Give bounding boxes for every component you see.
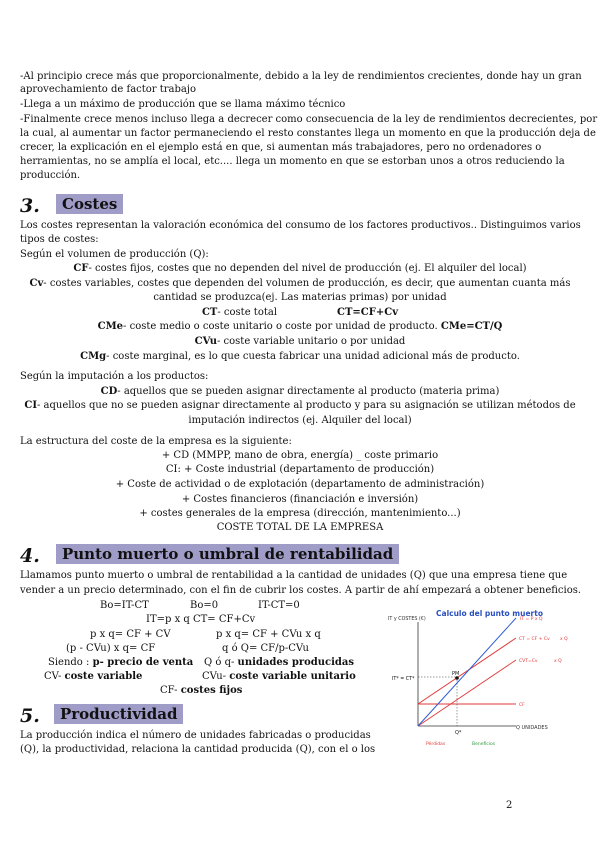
formula-pxq-cv: p x q= CF + CV <box>90 629 171 640</box>
formula-p-cvu: (p - CVu) x q= CF <box>66 643 156 654</box>
it-line <box>418 618 516 726</box>
itct-label: IT* = CT* <box>392 677 415 682</box>
xq-label-2: x Q <box>554 659 562 664</box>
formula-q: q ó Q= CF/p-CVu <box>222 643 309 654</box>
section-5-title: Productividad <box>54 704 183 724</box>
intro-line-4: -Finalmente crece menos incluso llega a decrecer como consecuencia de la ley de rendimientos decrecientes, por <box>20 114 598 125</box>
estructura-line-2: CI: + Coste industrial (departamento de producción) <box>165 464 435 475</box>
ci-definition: CI- aquellos que no se pueden asignar directamente al producto y para su asignación se utilizan métodos de <box>24 400 576 411</box>
formula-it-ct: IT=p x q CT= CF+Cv <box>146 614 256 625</box>
formula-pxq-cvu: p x q= CF + CVu x q <box>216 629 321 640</box>
productividad-line-2: (Q), la productividad, relaciona la cantidad producida (Q), con el o los <box>20 744 376 755</box>
ct-definition: CT- coste total CT=CF+Cv <box>201 307 399 318</box>
intro-line-6: crecer, la explicación en el ejemplo está en que, si aumentan más trabajadores, pero no ordenadores o <box>20 142 542 153</box>
xq-label-1: x Q <box>560 637 568 642</box>
cvu-definition-pm: CVu- coste variable unitario <box>202 671 356 682</box>
section-4-title: Punto muerto o umbral de rentabilidad <box>56 544 399 564</box>
it-label: IT = P x Q <box>520 617 543 622</box>
costes-intro-1: Los costes representan la valoración económica del consumo de los factores productivos.. Distinguimos varios <box>20 220 581 231</box>
cv-definition-cont: cantidad se produzca(ej. Las materias primas) por unidad <box>153 292 447 303</box>
intro-line-2: aprovechamiento de factor trabajo <box>20 84 196 95</box>
imputacion-intro: Según la imputación a los productos: <box>20 371 209 382</box>
cvt-line <box>418 660 516 726</box>
cv-definition: Cv- costes variables, costes que dependen del volumen de producción, es decir, que aumentan cuanta más <box>29 278 571 289</box>
siendo-line: Siendo : p- precio de venta <box>48 657 194 668</box>
intro-line-8: producción. <box>20 170 81 181</box>
formula-it-ct-zero: IT-CT=0 <box>258 600 300 611</box>
pm-label: PM <box>452 671 460 677</box>
ci-definition-cont: imputación indirectos (ej. Alquiler del local) <box>188 415 412 426</box>
productividad-line-1: La producción indica el número de unidades fabricadas o producidas <box>20 730 371 741</box>
estructura-line-1: + CD (MMPP, mano de obra, energía) _ coste primario <box>161 450 439 461</box>
punto-muerto-intro-1: Llamamos punto muerto o umbral de rentabilidad a la cantidad de unidades (Q) que una empresa tiene que <box>20 570 568 581</box>
ct-line <box>418 638 516 704</box>
formula-bo-zero: Bo=0 <box>190 600 219 611</box>
cme-definition: CMe- coste medio o coste unitario o coste por unidad de producto. CMe=CT/Q <box>97 321 503 332</box>
cv-definition-pm: CV- coste variable <box>44 671 143 682</box>
estructura-intro: La estructura del coste de la empresa es la siguiente: <box>20 436 292 447</box>
costes-intro-2: tipos de costes: <box>20 234 99 245</box>
cf-label: CF <box>519 703 525 708</box>
estructura-line-6: COSTE TOTAL DE LA EMPRESA <box>216 522 384 533</box>
cvt-label: CVT=Cv <box>519 659 538 664</box>
page-number: 2 <box>506 800 513 811</box>
estructura-line-5: + costes generales de la empresa (dirección, mantenimiento...) <box>139 508 461 519</box>
costes-intro-3: Según el volumen de producción (Q): <box>20 249 209 260</box>
chart-ylabel: IT y COSTES (€) <box>388 617 426 622</box>
intro-line-1: -Al principio crece más que proporcionalmente, debido a la ley de rendimientos crecientes, donde hay un gran <box>20 71 582 82</box>
estructura-line-3: + Coste de actividad o de explotación (departamento de administración) <box>115 479 485 490</box>
punto-muerto-intro-2: vender a un precio determinado, con el fin de cubrir los costes. A partir de ahí empezará a obtener beneficios. <box>20 585 582 596</box>
cmg-definition: CMg- coste marginal, es lo que cuesta fabricar una unidad adicional más de producto. <box>80 351 520 362</box>
intro-line-5: la cual, al aumentar un factor permaneciendo el resto constantes llega un momento en que la producción deja de <box>20 128 596 139</box>
chart-title: Calculo del punto muerto <box>436 609 543 618</box>
cd-definition: CD- aquellos que se pueden asignar directamente al producto (materia prima) <box>100 386 500 397</box>
section-4-number: 4. <box>20 545 40 567</box>
cf-definition-pm: CF- costes fijos <box>160 685 243 696</box>
break-even-chart <box>388 608 588 750</box>
ct-label: CT = CF + Cv <box>519 637 550 642</box>
estructura-line-4: + Costes financieros (financiación e inversión) <box>181 494 419 505</box>
perdidas-label: Pérdidas <box>426 742 446 747</box>
section-3-title: Costes <box>56 194 123 214</box>
beneficios-label: Beneficios <box>472 742 496 747</box>
section-5-number: 5. <box>20 705 40 727</box>
cvu-definition: CVu- coste variable unitario o por unidad <box>194 336 406 347</box>
chart-xlabel: Q UNIDADES <box>516 725 548 731</box>
cf-definition: CF- costes fijos, costes que no dependen del nivel de producción (ej. El alquiler del local) <box>73 263 527 274</box>
intro-line-3: -Llega a un máximo de producción que se llama máximo técnico <box>20 99 346 110</box>
formula-bo-it-ct: Bo=IT-CT <box>100 600 149 611</box>
q-definition: Q ó q- unidades producidas <box>204 657 355 668</box>
intro-line-7: herramientas, no se amplía el local, etc.... llega un momento en que se estorban unos a otros reduciendo la <box>20 156 565 167</box>
section-3-number: 3. <box>20 195 40 217</box>
q-star-label: Q* <box>455 730 462 736</box>
